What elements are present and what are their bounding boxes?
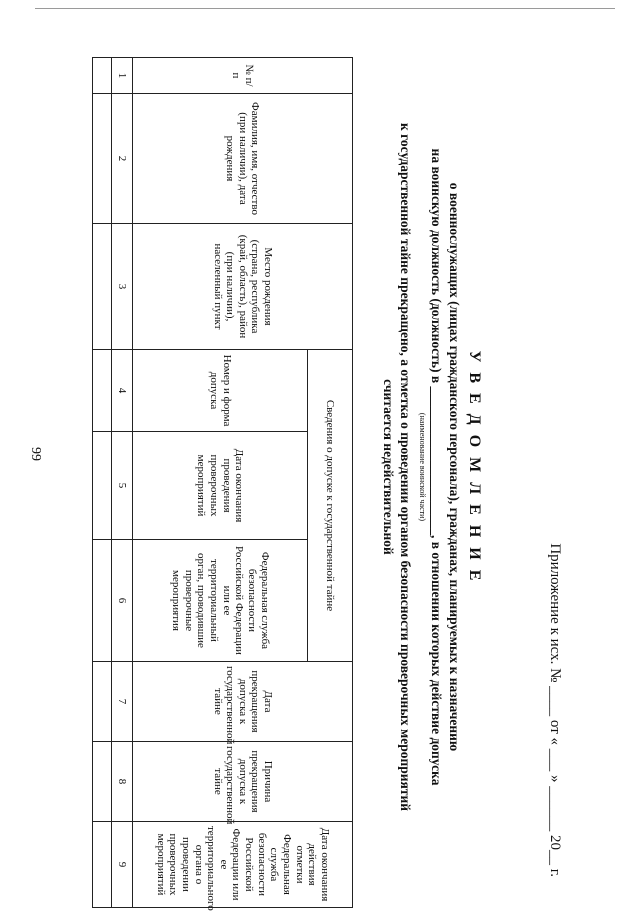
table-row [93, 58, 112, 908]
table-cell [93, 350, 112, 432]
table-cell [93, 224, 112, 350]
subtitle-line-4: считается недействительной [381, 379, 396, 555]
column-number-row [112, 58, 133, 908]
column-number: 9 [112, 822, 133, 908]
table-cell [93, 432, 112, 540]
table-cell [93, 662, 112, 742]
appendix-reference: Приложение к исх. № ____ от « ___ » ______ 20__ г. [547, 543, 563, 877]
notice-table [92, 57, 353, 911]
header-clearance-group: Сведения о допуске к государственной тайне [308, 350, 353, 662]
document-title: У В Е Д О М Л Е Н И Е [466, 350, 483, 584]
column-number: 5 [112, 432, 133, 540]
header-mark-end-date: Дата окончания действия отметки Федеральная служба безопасности Российской Федерации или ее территориального органа о проведении проверочных мероприятий [133, 822, 353, 908]
column-number: 2 [112, 94, 133, 224]
header-row-1 [308, 58, 353, 908]
header-check-end-date: Дата окончания проведения проверочных мероприятий [133, 432, 308, 540]
column-number: 6 [112, 540, 133, 662]
column-number: 3 [112, 224, 133, 350]
header-num: № п/п [133, 58, 353, 94]
table-cell [93, 822, 112, 908]
table-cell [93, 94, 112, 224]
unit-caption: (наименование воинской части) [418, 412, 427, 522]
header-fsb-body: Федеральная служба безопасности Российской Федерации или ее территориальный орган, проводившие проверочные мероприятия [133, 540, 308, 662]
header-termination-date: Дата прекращения допуска к государственной тайне [133, 662, 353, 742]
header-fio: Фамилия, имя, отчество (при наличии), дата рождения [133, 94, 353, 224]
table-cell [93, 742, 112, 822]
column-number: 8 [112, 742, 133, 822]
top-rule [35, 8, 615, 9]
table-cell [93, 540, 112, 662]
subtitle-line-3: к государственной тайне прекращено, а отметка о проведении органом безопасности проверочных мероприятий [398, 122, 413, 812]
subtitle-line-1: о военнослужащих (лицах гражданского персонала), гражданах, планируемых к назначению [447, 182, 462, 752]
header-clearance-number: Номер и форма допуска [133, 350, 308, 432]
column-number: 4 [112, 350, 133, 432]
column-number: 1 [112, 58, 133, 94]
column-number: 7 [112, 662, 133, 742]
subtitle-line-2: на воинскую должность (должность) в ______________________, в отношении которых действие допуска [429, 148, 444, 786]
table-cell [93, 58, 112, 94]
page-number: 99 [28, 447, 43, 461]
rotated-content [63, 57, 563, 911]
header-birthplace: Место рождения (страна, республика (край, область), район (при наличии), населенный пункт [133, 224, 353, 350]
header-termination-reason: Причина прекращения допуска к государственной тайне [133, 742, 353, 822]
